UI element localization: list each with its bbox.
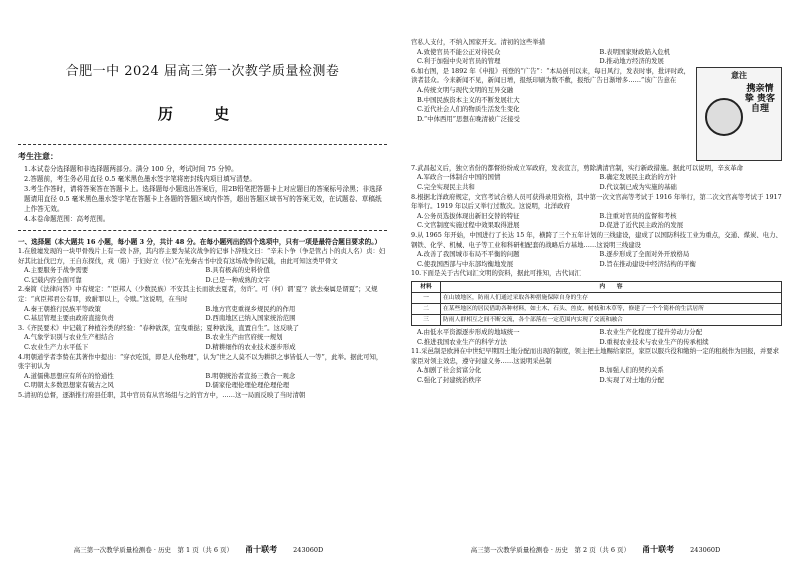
option: B.地方官吏重视乡规民约的作用 bbox=[205, 304, 296, 313]
image-vertical-text: 携亲情挚 贵客自理 bbox=[744, 83, 776, 114]
note-item: 2.答题前，考生务必用直径 0.5 毫米黑色墨水签字笔将密封线内项目填写清楚。 bbox=[24, 175, 256, 183]
option: C.农业生产力水平低下 bbox=[24, 342, 89, 351]
figure-portrait-icon bbox=[705, 98, 743, 136]
exam-page-right bbox=[397, 0, 794, 561]
option: A.由低水平资源逐步形成的地域统一 bbox=[417, 327, 520, 336]
option: B.农业生产由官府统一规划 bbox=[205, 333, 283, 342]
table-cell: 在山坡地区，防雨人们通过采取各种措施保障自身的生存 bbox=[441, 292, 782, 303]
option: C.完全实现民主共和 bbox=[417, 182, 475, 191]
option: D.儒家伦理伦理伦理伦理伦理 bbox=[205, 381, 290, 390]
table-cell: 二 bbox=[412, 303, 441, 314]
footer-text: 高三第一次教学质量检测卷 · 历史 第 1 页（共 6 页） bbox=[73, 546, 234, 554]
section-heading: 一、选择题（本大题共 16 小题，每小题 3 分，共计 48 分。在每小题列出的四个选项中，只有一项是最符合题目要求的。） bbox=[18, 238, 382, 246]
question-options bbox=[18, 372, 387, 391]
option: C.基层管理主要由政府直接负责 bbox=[24, 314, 114, 323]
question-options bbox=[18, 333, 387, 352]
option: A.加剧了社会贫富分化 bbox=[417, 366, 482, 375]
table-cell: 一 bbox=[412, 292, 441, 303]
option: D.旨在推动建设中经济结构的平衡 bbox=[599, 259, 696, 268]
note-item: 1.本试卷分选择题和非选择题两部分。满分 100 分，考试时间 75 分钟。 bbox=[24, 165, 238, 173]
question-stem: 6.如右图，是 1892 年《申报》刊登的“广告”：“本局创刊以来，每日风行，发表时事，批评时政，读者甚众。今来新闻不见，新闻日增，报纸印刷为数不敷，报纸广告日渐增多……”该广告意在 bbox=[411, 66, 691, 85]
option: D.代议制已成为实施的基础 bbox=[599, 182, 677, 191]
option: A.公务员选拔体现出新旧交替的特征 bbox=[417, 211, 520, 220]
option: A.传统文明与现代文明的互异交融 bbox=[417, 85, 514, 94]
image-heading: 意注 bbox=[731, 69, 747, 80]
option: A.秦王朝推行民族平等政策 bbox=[24, 304, 101, 313]
question-stem: 3.《齐民要术》中记载了种植谷类的经验：“春种欲深，宜曳重挞；夏种欲浅，直置自生”。这反映了 bbox=[18, 323, 300, 332]
question-options bbox=[18, 305, 387, 324]
footer-brand: 甬十联考 bbox=[245, 544, 278, 554]
exam-title: 合肥一中 2024 届高三第一次教学质量检测卷 bbox=[65, 64, 340, 79]
option: B.注重对官员的监督和考核 bbox=[599, 211, 677, 220]
option: C.明朝太多数思想家有破古之风 bbox=[24, 381, 114, 390]
question-stem: 11.采邑制是欧洲在中世纪早期因土地分配而出现的制度，领主把土地赐给家臣，家臣以服兵役和缴纳一定的租税作为回报，并要求家臣对领主效忠，遵守封建义务……这说明采邑制 bbox=[411, 347, 780, 365]
divider bbox=[18, 230, 387, 231]
subject-title: 历 史 bbox=[157, 105, 248, 123]
table-cell: 防雨人群相互之间不断交流，各个部落在一定范围内实现了交流和融合 bbox=[441, 314, 782, 325]
table-row bbox=[412, 303, 782, 314]
table-cell: 三 bbox=[412, 314, 441, 325]
option: B.明朝统治者宣扬三教合一观念 bbox=[205, 371, 296, 380]
table-row bbox=[412, 314, 782, 325]
option: A.主要服务于战争需要 bbox=[24, 266, 89, 275]
note-item: 3.考生作答时，请将答案答在答题卡上。选择题每小题选出答案后，用2B铅笔把答题卡上对应题目的答案标号涂黑；非选择题请用直径 0.5 毫米黑色墨水签字笔在答题卡上各题的答题区域内作答，超出答题区域书写的答案无效，在试题卷、草稿纸上作答无效。 bbox=[24, 185, 383, 213]
footer-code: 243060D bbox=[293, 546, 324, 554]
option: C.文官制度实施过程中效果取得进展 bbox=[417, 221, 520, 230]
option: C.记载内容全面可靠 bbox=[24, 275, 82, 284]
notes-title: 考生注意： bbox=[18, 151, 58, 161]
question-options bbox=[411, 173, 782, 192]
table-header: 材料 bbox=[412, 281, 441, 292]
footer-brand: 甬十联考 bbox=[642, 544, 675, 554]
option: D.“中体西用”思想在晚清被广泛接受 bbox=[417, 114, 520, 123]
option: C.推进我国农业生产的科学方法 bbox=[417, 337, 507, 346]
page-footer bbox=[397, 544, 794, 555]
option: B.加强人们的契约关系 bbox=[599, 366, 664, 375]
question-options bbox=[411, 212, 782, 231]
option: C.强化了封建统治秩序 bbox=[417, 375, 482, 384]
table-header-row bbox=[412, 281, 782, 292]
footer-text: 高三第一次教学质量检测卷 · 历史 第 2 页（共 6 页） bbox=[470, 546, 631, 554]
divider bbox=[18, 144, 387, 145]
question-stem: 10.下面是关于古代词汇文明的资料，据此可推知，古代词汇 bbox=[411, 269, 581, 278]
option: B.确定发展民主政治的方针 bbox=[599, 173, 677, 182]
option: A.气象学识别与农业生产相结合 bbox=[24, 333, 114, 342]
option: D.实现了对土地的分配 bbox=[599, 375, 664, 384]
question-stem: 9.从 1965 年开始，中国进行了长达 15 年，横跨了三个五年计划的三线建设，建成了以国防科技工业为重点，交通、煤炭、电力、钢铁、化学、机械、电子等工业和科研相配套的战略后方基地……这说明三线建设 bbox=[411, 230, 782, 249]
option: D.精耕细作的农业技术逐步形成 bbox=[205, 342, 296, 351]
footer-code: 243060D bbox=[690, 546, 721, 554]
question-options bbox=[411, 250, 782, 269]
question-stem: 2.秦简《法律问答》中有规定：“‘臣邦人（少数民族）不安其主长而欲去夏者，勿许’。可（何）谓‘夏’？欲去秦属是谓夏”；又规定：“真臣邦君公有罪，致耐罪以上，令赎。”这说明，在当时 bbox=[18, 285, 378, 303]
question-stem: 8.根据北洋政府规定，文官考试合格人员可获得录用资格，其中第一次文官高等考试于 1916 年举行，第二次文官高等考试于 1917 年举行。1919 年以后又举行过数次。这说明，北洋政府 bbox=[411, 192, 782, 211]
option: D.推动地方经济的发展 bbox=[599, 57, 664, 66]
option: C.利于加强中央对官员的管理 bbox=[417, 57, 501, 66]
question-options bbox=[411, 366, 782, 385]
option: A.改善了我国城市布局不平衡的问题 bbox=[417, 250, 520, 259]
option: D.促进了近代民主政治的发展 bbox=[599, 221, 684, 230]
option: B.逐步形成了全面对外开放格局 bbox=[599, 250, 690, 259]
question-options bbox=[411, 328, 782, 347]
option: B.中国民族资本主义的不断发展壮大 bbox=[417, 95, 520, 104]
option: A.军政合一体制合中国的国情 bbox=[417, 173, 501, 182]
option: A.道儒佛思想应有所在的恰通性 bbox=[24, 371, 114, 380]
option: D.重视农业技术与农业生产的传承相续 bbox=[599, 337, 709, 346]
option: A.致使官员不能公正对待民众 bbox=[417, 47, 501, 56]
table-cell: 在某些地区的居民借助各种材料，如土木、石头、兽皮、树枝和木草等，修建了一个个简朴的生活居所 bbox=[441, 303, 782, 314]
page-footer bbox=[0, 544, 397, 555]
option: C.使我国西部与中东部均衡地发展 bbox=[417, 259, 514, 268]
option: B.具有极高的史料价值 bbox=[205, 266, 270, 275]
option: B.农业生产化程度了提升劳动力分配 bbox=[599, 327, 703, 336]
table-header: 内 容 bbox=[441, 281, 782, 292]
question-options bbox=[18, 266, 387, 285]
option: D.西南地区已纳入国家统治范围 bbox=[205, 314, 296, 323]
table-row bbox=[412, 292, 782, 303]
question-stem: 5.清初的总督，逐渐推行府县任职，其中官员有从官场组与之的官方中，……这一局面反映了当时清朝 bbox=[18, 390, 306, 399]
note-item: 4.本卷命题范围：高考范围。 bbox=[24, 215, 110, 223]
question-stem: 4.明朝道学者李贽在其著作中提出：“穿衣吃饭，即是人伦物理”，认为“世之人莫不以为耕织之事皆低人一等”，此举。据此可知，张宇初认为 bbox=[18, 352, 383, 371]
option: D.已是一种成熟的文字 bbox=[205, 275, 270, 284]
question-stem: 1.在殷墟发现的一块甲骨残片上有一段卜辞，其内容主要为某次战争的记事卜辞残文曰：“辛未卜争（争是管占卜的贞人名）贞：妇好其比沚伐巴方，王自东探伐，戎（陷）于妇好立（位）”在先秦古书中没有这场战争的记载，由此可知这类甲骨文 bbox=[18, 247, 386, 265]
question-stem: 官私人支付，不纳入国家开支。清初的这些举措 bbox=[411, 38, 546, 46]
question-stem: 7.武昌起义后，独立省份的都督纷纷成立军政府，发表宣言，剪除满清官制，实行新政措施。据此可以说明，辛亥革命 bbox=[411, 163, 744, 172]
question-options bbox=[411, 48, 782, 67]
material-table bbox=[411, 281, 782, 326]
option: B.表明国家财政陷入危机 bbox=[599, 47, 671, 56]
newspaper-ad-image bbox=[696, 67, 782, 161]
option: C.近代社会人们的物质生活发生变化 bbox=[417, 105, 520, 114]
